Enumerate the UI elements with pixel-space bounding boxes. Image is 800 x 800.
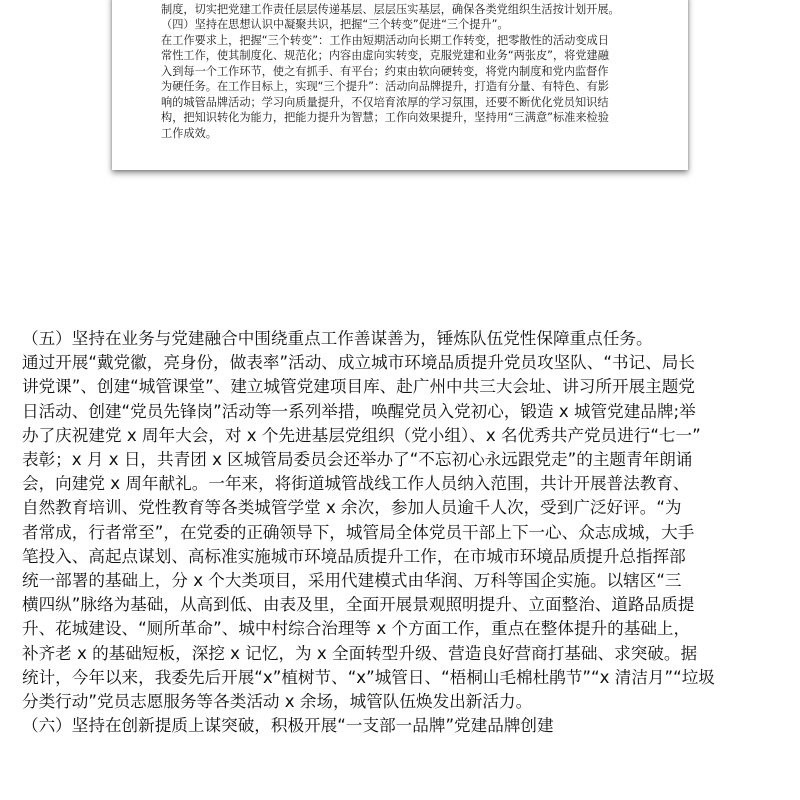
card-line: 工作成效。 <box>161 126 217 140</box>
body-line: 讲党课”、创建“城管课堂”、建立城管党建项目库、赴广州中共三大会址、讲习所开展主题党 <box>22 377 695 397</box>
body-line: 办了庆祝建党 x 周年大会，对 x 个先进基层党组织（党小组）、x 名优秀共产党员进行“七一” <box>22 425 701 445</box>
card-line: （四）坚持在思想认识中凝聚共识，把握“三个转变”促进“三个提升”。 <box>161 18 509 31</box>
card-line: 制度，切实把党建工作责任层层传递基层、层层压实基层，确保各类党组织生活按计划开展。 <box>161 2 620 16</box>
body-line: 升、花城建设、“厕所革命”、城中村综合治理等 x 个方面工作，重点在整体提升的基础上， <box>22 619 691 639</box>
section-heading: （六）坚持在创新提质上谋突破，积极开展“一支部一品牌”党建品牌创建 <box>22 716 554 736</box>
body-line: 补齐老 x 的基础短板，深挖 x 记忆，为 x 全面转型升级、营造良好营商打基础、求突破。据 <box>22 643 698 663</box>
card-line: 为硬任务。在工作目标上，实现“三个提升”：活动向品牌提升，打造有分量、有特色、有影 <box>161 80 609 93</box>
card-line: 响的城管品牌活动；学习向质量提升，不仅培育浓厚的学习氛围，还要不断优化党员知识结 <box>161 95 609 109</box>
body-line: 会，向建党 x 周年献礼。一年来，将街道城管战线工作人员纳入范围，共计开展普法教育、 <box>22 474 690 494</box>
body-line: 笔投入、高起点谋划、高标准实施城市环境品质提升工作，在市城市环境品质提升总指挥部 <box>22 546 686 566</box>
card-line: 构，把知识转化为能力，把能力提升为智慧；工作向效果提升，坚持用“三满意”标准来检验 <box>161 111 609 124</box>
body-line: 自然教育培训、党性教育等各类城管学堂 x 余次，参加人员逾千人次，受到广泛好评。“为 <box>22 498 682 518</box>
card-line: 入到每一个工作环节，使之有抓手、有平台；约束由软向硬转变，将党内制度和党内监督作 <box>161 64 609 78</box>
body-line: 横四纵”脉络为基础，从高到低、由表及里，全面开展景观照明提升、立面整治、道路品质提 <box>22 595 695 615</box>
body-line: 通过开展“戴党徽，亮身份，做表率”活动、成立城市环境品质提升党员攻坚队、“书记、局长 <box>22 353 695 373</box>
body-line: 者常成，行者常至”，在党委的正确领导下，城管局全体党员干部上下一心、众志成城，大手 <box>22 522 695 542</box>
card-line: 常性工作，使其制度化、规范化；内容由虚向实转变，克服党建和业务“两张皮”，将党建融 <box>161 49 609 62</box>
body-line: 统计，今年以来，我委先后开展“x”植树节、“x”城管日、“梧桐山毛棉杜鹃节”“x 清洁月”“垃圾 <box>22 667 715 687</box>
card-line: 在工作要求上，把握“三个转变”：工作由短期活动向长期工作转变，把零散性的活动变成日 <box>161 33 609 47</box>
body-line: 日活动、创建“党员先锋岗”活动等一系列举措，唤醒党员入党初心，锻造 x 城管党建品牌;举 <box>22 401 696 421</box>
card-text <box>161 0 647 141</box>
scanned-page-card <box>112 0 688 170</box>
body-line: 统一部署的基础上，分 x 个大类项目，采用代建模式由华润、万科等国企实施。以辖区“三 <box>22 571 682 591</box>
section-heading: （五）坚持在业务与党建融合中围绕重点工作善谋善为，锤炼队伍党性保障重点任务。 <box>22 329 653 348</box>
body-line: 分类行动”党员志愿服务等各类活动 x 余场，城管队伍焕发出新活力。 <box>22 692 533 712</box>
document-body <box>22 327 782 738</box>
body-line: 表彰；x 月 x 日，共青团 x 区城管局委员会还举办了“不忘初心永远跟党走”的主题青年朗诵 <box>22 450 693 470</box>
